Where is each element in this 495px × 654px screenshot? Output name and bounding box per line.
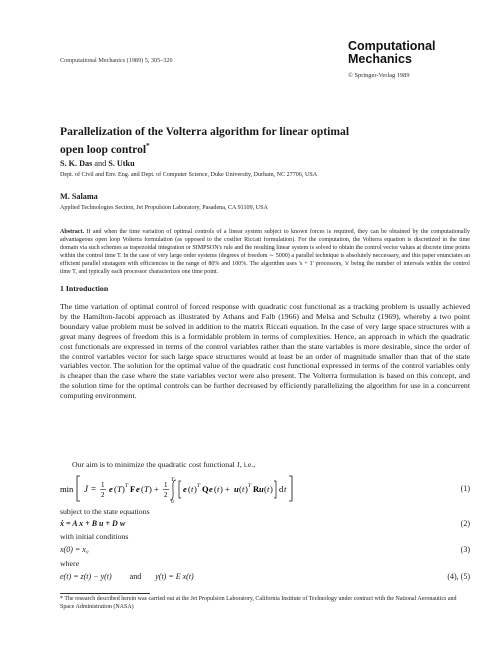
svg-text:): ) bbox=[220, 484, 223, 494]
svg-text:(: ( bbox=[114, 484, 117, 494]
equation-2-number: (2) bbox=[460, 519, 470, 528]
svg-text:(: ( bbox=[214, 484, 217, 494]
footnote-rule bbox=[60, 593, 150, 594]
footnote-text: The research described herein was carried out at the Jet Propulsion Laboratory, California Institute of Technology under contract with the National Aeronautics and Space Administration (NASA) bbox=[60, 596, 457, 610]
journal-logo bbox=[348, 40, 468, 66]
svg-text:(: ( bbox=[188, 484, 191, 494]
title-line1: Parallelization of the Volterra algorithm for linear optimal bbox=[60, 125, 350, 138]
svg-text:T: T bbox=[125, 483, 129, 489]
svg-text:t: t bbox=[267, 484, 270, 494]
equation-4-5-conjunction: and bbox=[129, 572, 142, 581]
author-salama: M. Salama bbox=[60, 192, 98, 201]
svg-text:2: 2 bbox=[164, 491, 168, 499]
text-with-initial-conditions: with initial conditions bbox=[60, 532, 129, 541]
svg-text:d: d bbox=[279, 484, 284, 494]
svg-text:t: t bbox=[191, 484, 194, 494]
svg-text:u: u bbox=[259, 484, 264, 494]
svg-text:1: 1 bbox=[101, 481, 105, 489]
abstract-label: Abstract. bbox=[60, 229, 85, 235]
equation-1-formula bbox=[60, 472, 360, 504]
equation-4-formula: e(t) = z(t) − y(t) bbox=[60, 572, 112, 581]
abstract bbox=[60, 228, 470, 276]
equation-2 bbox=[60, 519, 470, 528]
svg-text:2: 2 bbox=[101, 491, 105, 499]
running-head: Computational Mechanics (1989) 5, 305–320 bbox=[60, 57, 173, 64]
title-line2 bbox=[60, 139, 420, 157]
svg-text:1: 1 bbox=[164, 481, 168, 489]
svg-text:T: T bbox=[248, 483, 252, 489]
svg-text:e: e bbox=[109, 484, 113, 494]
equation-2-formula: ẋ = A x + B u + D w bbox=[60, 519, 126, 528]
equation-3-number: (3) bbox=[460, 545, 470, 554]
section-heading-introduction: 1 Introduction bbox=[60, 284, 109, 293]
affiliation-1: Dept. of Civil and Env. Eng. and Dept. of Computer Science, Duke University, Durham, NC 27706, USA bbox=[60, 172, 318, 178]
svg-text:=: = bbox=[91, 484, 97, 494]
svg-text:(: ( bbox=[264, 484, 267, 494]
footnote-marker: * bbox=[60, 596, 63, 602]
svg-text:T: T bbox=[197, 483, 201, 489]
affiliation-2: Applied Technologies Section, Jet Propulsion Laboratory, Pasadena, CA 91109, USA bbox=[60, 205, 268, 211]
svg-text:t: t bbox=[284, 484, 287, 494]
equation-3 bbox=[60, 545, 470, 554]
svg-text:F: F bbox=[130, 484, 136, 494]
equation-4-5-number: (4), (5) bbox=[447, 572, 470, 581]
equation-3-formula: x(0) = x₀ bbox=[60, 545, 89, 554]
svg-text:T: T bbox=[117, 484, 122, 494]
svg-text:R: R bbox=[253, 484, 260, 494]
title-line2-text: open loop control bbox=[60, 142, 147, 156]
svg-text:u: u bbox=[234, 484, 239, 494]
journal-name-line1: Computational bbox=[348, 39, 436, 53]
svg-text:): ) bbox=[270, 484, 273, 494]
svg-text:e: e bbox=[183, 484, 187, 494]
svg-text:e: e bbox=[136, 484, 140, 494]
text-subject-to: subject to the state equations bbox=[60, 507, 150, 516]
author-conjunction: and bbox=[92, 159, 109, 168]
svg-text:+: + bbox=[225, 484, 230, 494]
svg-text:): ) bbox=[245, 484, 248, 494]
text-where: where bbox=[60, 559, 80, 568]
paper-title bbox=[60, 125, 420, 157]
svg-text:): ) bbox=[194, 484, 197, 494]
svg-text:t: t bbox=[217, 484, 220, 494]
svg-text:): ) bbox=[149, 484, 152, 494]
svg-text:min: min bbox=[60, 484, 74, 494]
svg-text:T: T bbox=[171, 477, 175, 483]
svg-text:(: ( bbox=[141, 484, 144, 494]
intro-paragraph-2: Our aim is to minimize the quadratic cost functional J, i.e., bbox=[72, 460, 256, 469]
footnote bbox=[60, 596, 470, 611]
author-group-1 bbox=[60, 159, 135, 168]
svg-text:Q: Q bbox=[202, 484, 209, 494]
intro-paragraph-1: The time variation of optimal control of forced response with quadratic cost functional as a tracking problem is usually achieved by the Hamilton-Jacobi approach as illustrated by Athans and Falb (1966) and Melsa and Schultz (1969), whereby a two point boundary value problem must be solved in addition to the matrix Riccati equation. In the case of very large space structures with a great many degrees of freedom this is a formidable problem in terms of complexities. Hence, an approach in which the quadratic cost functionals are expressed in terms of the control variables rather than the state variables is more desirable, since the order of the control variables vector for such large space structures would at least be an order of magnitude smaller than that of the state variables vector. The solution for the optimal value of the quadratic cost functional expressed in terms of the control variables only is cheaper than the case where the state variables vector were also present. The Volterra formulation is based on this concept, and the solution time for the optimal controls can be further decreased by efficiently parallelizing the algorithm for use in a concurrent computing environment. bbox=[60, 302, 470, 401]
author-utku: S. Utku bbox=[108, 159, 135, 168]
svg-text:+: + bbox=[154, 484, 159, 494]
svg-text:e: e bbox=[209, 484, 213, 494]
equation-1-number: (1) bbox=[460, 484, 470, 493]
journal-name-line2: Mechanics bbox=[348, 52, 412, 66]
title-footnote-marker: * bbox=[146, 142, 150, 150]
svg-text:(: ( bbox=[239, 484, 242, 494]
equation-1 bbox=[60, 472, 470, 504]
svg-text:): ) bbox=[122, 484, 125, 494]
copyright-notice: © Springer-Verlag 1989 bbox=[348, 72, 410, 79]
svg-text:t: t bbox=[242, 484, 245, 494]
author-das: S. K. Das bbox=[60, 159, 93, 168]
svg-text:J: J bbox=[84, 484, 88, 494]
equation-5-formula: y(t) = E x(t) bbox=[155, 572, 194, 581]
equation-4-5 bbox=[60, 572, 470, 581]
svg-text:T: T bbox=[144, 484, 149, 494]
svg-text:0: 0 bbox=[171, 499, 174, 504]
abstract-text: If and when the time variation of optimal controls of a linear system subject to known forces is required, they can be obtained by the computationally advantageous open loop Volterra formulation (as opposed to the costlier Riccati formulation). For the computation, the Volterra equation is discretized in the time domain via such schemes as trapezoidal integration or SIMPSON's rule and the resulting linear system is solved to obtain the control vector values at discrete time points within the control time T. In the case of very large order systems (degrees of freedom ∼ 5000) a parallel technique is absolutely neccessary, and this paper enunciates an efficient parallel stratagem with efficiencies in the range of 80% and 100%. The algorithm uses 's + 1' processors, 's' being the number of intervals within the control time T, and typically each processor characterizes one time point. bbox=[60, 229, 470, 276]
